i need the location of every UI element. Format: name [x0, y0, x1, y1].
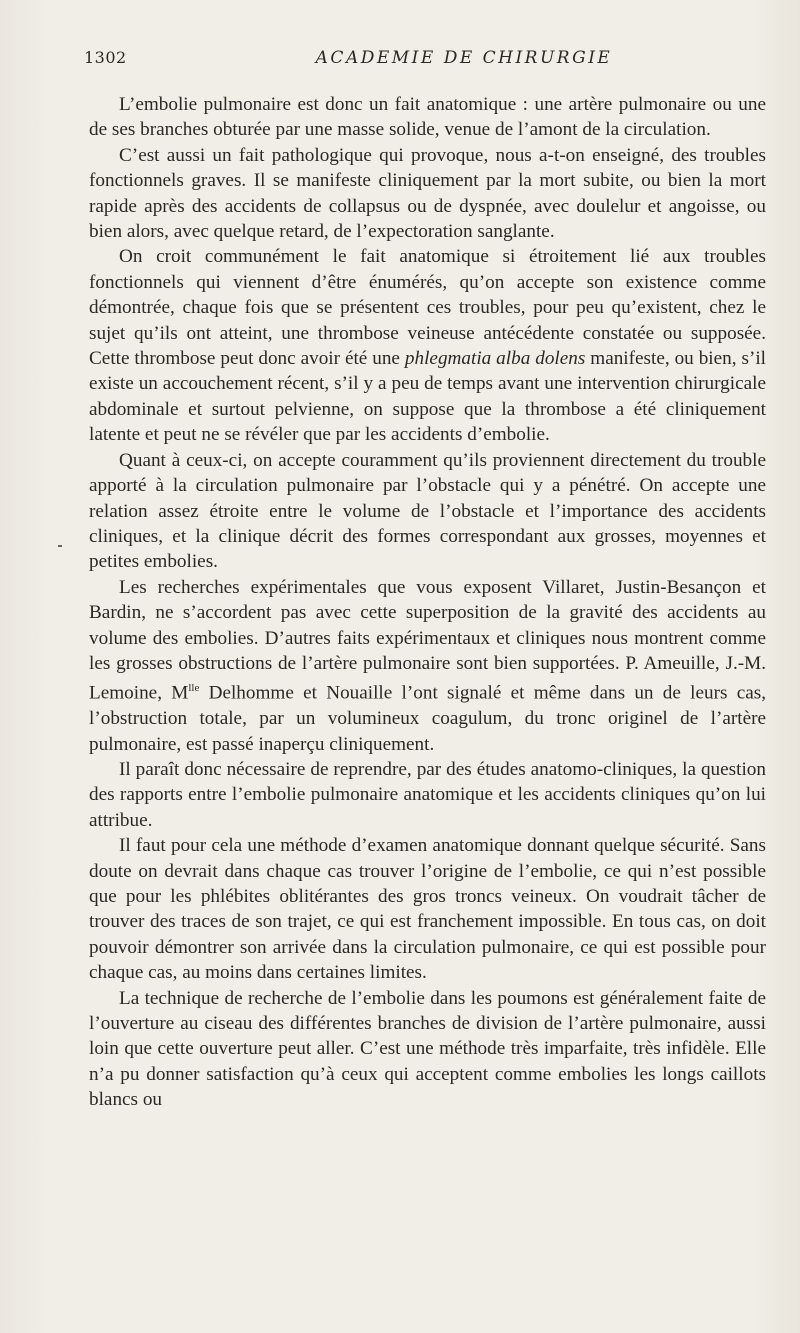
body-text: [89, 92, 766, 1113]
paragraph: Quant à ceux-ci, on accepte couramment qu’ils proviennent directement du trouble apporté à la circulation pulmonaire par l’obstacle qui y a pénétré. On accepte une relation assez étroite entre le volume de l’obstacle et l’importance des accidents cliniques, et la clinique décrit des formes correspondant aux grosses, moyennes et petites embolies.: [89, 449, 766, 573]
title-superscript: lle: [188, 682, 200, 695]
scan-speck: [58, 545, 62, 547]
page-header: [84, 48, 764, 72]
paragraph: Il faut pour cela une méthode d’examen anatomique donnant quelque sécurité. Sans doute on devrait dans chaque cas trouver l’origine de l’embolie, ce qui n’est possible que pour les phlébites oblitérantes des gros troncs veineux. On voudrait tâcher de trouver des traces de son trajet, ce qui est franchement impossible. En tous cas, on doit pouvoir démontrer son arrivée dans la circulation pulmonaire, ce qui est possible pour chaque cas, au moins dans certaines limites.: [89, 835, 766, 984]
paragraph: Il paraît donc nécessaire de reprendre, par des études anatomo-cliniques, la question des rapports entre l’embolie pulmonaire anatomique et les accidents cliniques qu’on lui attribue.: [89, 758, 766, 831]
paragraph: C’est aussi un fait pathologique qui provoque, nous a-t-on enseigné, des troubles fonctionnels graves. Il se manifeste cliniquement par la mort subite, ou bien la mort rapide après des accidents de collapsus ou de dyspnée, avec doulelur et angoisse, ou bien alors, avec quelque retard, de l’expectoration sanglante.: [89, 144, 766, 243]
paragraph: Les recherches expérimentales que vous exposent Villaret, Justin-Besançon et Bardin, ne s’accordent pas avec cette superposition de la gravité des accidents au volume des embolies. D’autres faits expérimentaux et cliniques nous montrent comme les grosses obstructions de l’artère pulmonaire sont bien supportées. P. Ameuille, J.-M. Lemoine, $M^{lle}$ Delhomme et Nouaille l’ont signalé et même dans un de leurs cas, l’obstruction totale, par un volumineux coagulum, du tronc originel de l’artère pulmonaire, est passé inaperçu cliniquement.: [89, 576, 766, 755]
paragraph: On croit communément le fait anatomique si étroitement lié aux troubles fonctionnels qui viennent d’être énumérés, qu’on accepte son existence comme démontrée, chaque fois que se présentent ces troubles, pour peu qu’existent, chez le sujet qu’ils ont atteint, une thrombose veineuse antécédente constatée ou supposée. Cette thrombose peut donc avoir été une phlegmatia alba dolens manifeste, ou bien, s’il existe un accouchement récent, s’il y a peu de temps avant une intervention chirurgicale abdominale et surtout pelvienne, on suppose que la thrombose a été cliniquement latente et peut ne se révéler que par les accidents d’embolie.: [89, 246, 767, 446]
running-title: ACADEMIE DE CHIRURGIE: [315, 48, 613, 68]
page-number: 1302: [84, 48, 127, 67]
latin-term: phlegmatia alba dolens: [404, 348, 586, 370]
paragraph: La technique de recherche de l’embolie dans les poumons est généralement faite de l’ouverture au ciseau des différentes branches de division de l’artère pulmonaire, aussi loin que cette ouverture peut aller. C’est une méthode très imparfaite, très infidèle. Elle n’a pu donner satisfaction qu’à ceux qui acceptent comme embolies les longs caillots blancs ou: [89, 987, 766, 1111]
paragraph: L’embolie pulmonaire est donc un fait anatomique : une artère pulmonaire ou une de ses branches obturée par une masse solide, venue de l’amont de la circulation.: [89, 94, 766, 141]
